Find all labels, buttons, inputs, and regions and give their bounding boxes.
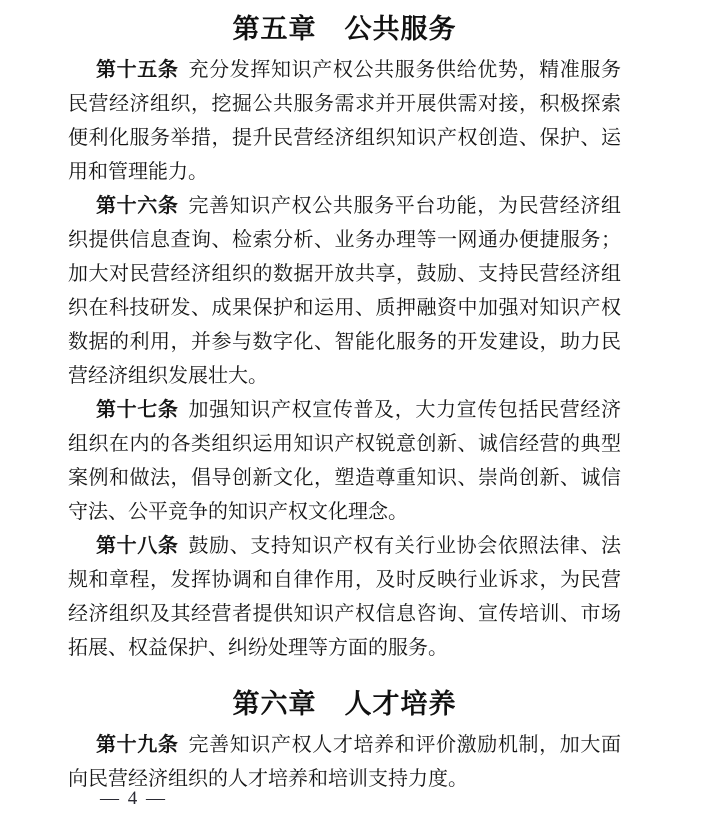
article-18-text: 鼓励、支持知识产权有关行业协会依照法律、法规和章程，发挥协调和自律作用，及时反映行业诉求，为民营经济组织及其经营者提供知识产权信息咨询、宣传培训、市场拓展、权益保护、纠纷处理等方面的服务。 [68, 535, 621, 659]
article-15 [68, 53, 621, 189]
article-17 [68, 393, 621, 529]
article-19 [68, 728, 621, 796]
article-19-number: 第十九条 [96, 734, 179, 756]
chapter-5-heading: 第五章 公共服务 [232, 14, 457, 44]
article-18 [68, 529, 621, 665]
article-17-text: 加强知识产权宣传普及，大力宣传包括民营经济组织在内的各类组织运用知识产权锐意创新、诚信经营的典型案例和做法，倡导创新文化，塑造尊重知识、崇尚创新、诚信守法、公平竞争的知识产权文化理念。 [68, 399, 621, 523]
article-19-text: 完善知识产权人才培养和评价激励机制，加大面向民营经济组织的人才培养和培训支持力度。 [68, 734, 621, 790]
article-16 [68, 189, 621, 393]
article-15-text: 充分发挥知识产权公共服务供给优势，精准服务民营经济组织，挖掘公共服务需求并开展供需对接，积极探索便利化服务举措，提升民营经济组织知识产权创造、保护、运用和管理能力。 [68, 59, 621, 183]
article-15-number: 第十五条 [96, 59, 179, 81]
chapter-6-heading: 第六章 人才培养 [232, 689, 457, 719]
article-18-number: 第十八条 [96, 535, 179, 557]
article-16-number: 第十六条 [96, 195, 179, 217]
article-17-number: 第十七条 [96, 399, 179, 421]
page-number: — 4 — [100, 788, 167, 809]
article-16-text: 完善知识产权公共服务平台功能，为民营经济组织提供信息查询、检索分析、业务办理等一网通办便捷服务；加大对民营经济组织的数据开放共享，鼓励、支持民营经济组织在科技研发、成果保护和运用、质押融资中加强对知识产权数据的利用，并参与数字化、智能化服务的开发建设，助力民营经济组织发展壮大。 [68, 195, 621, 387]
